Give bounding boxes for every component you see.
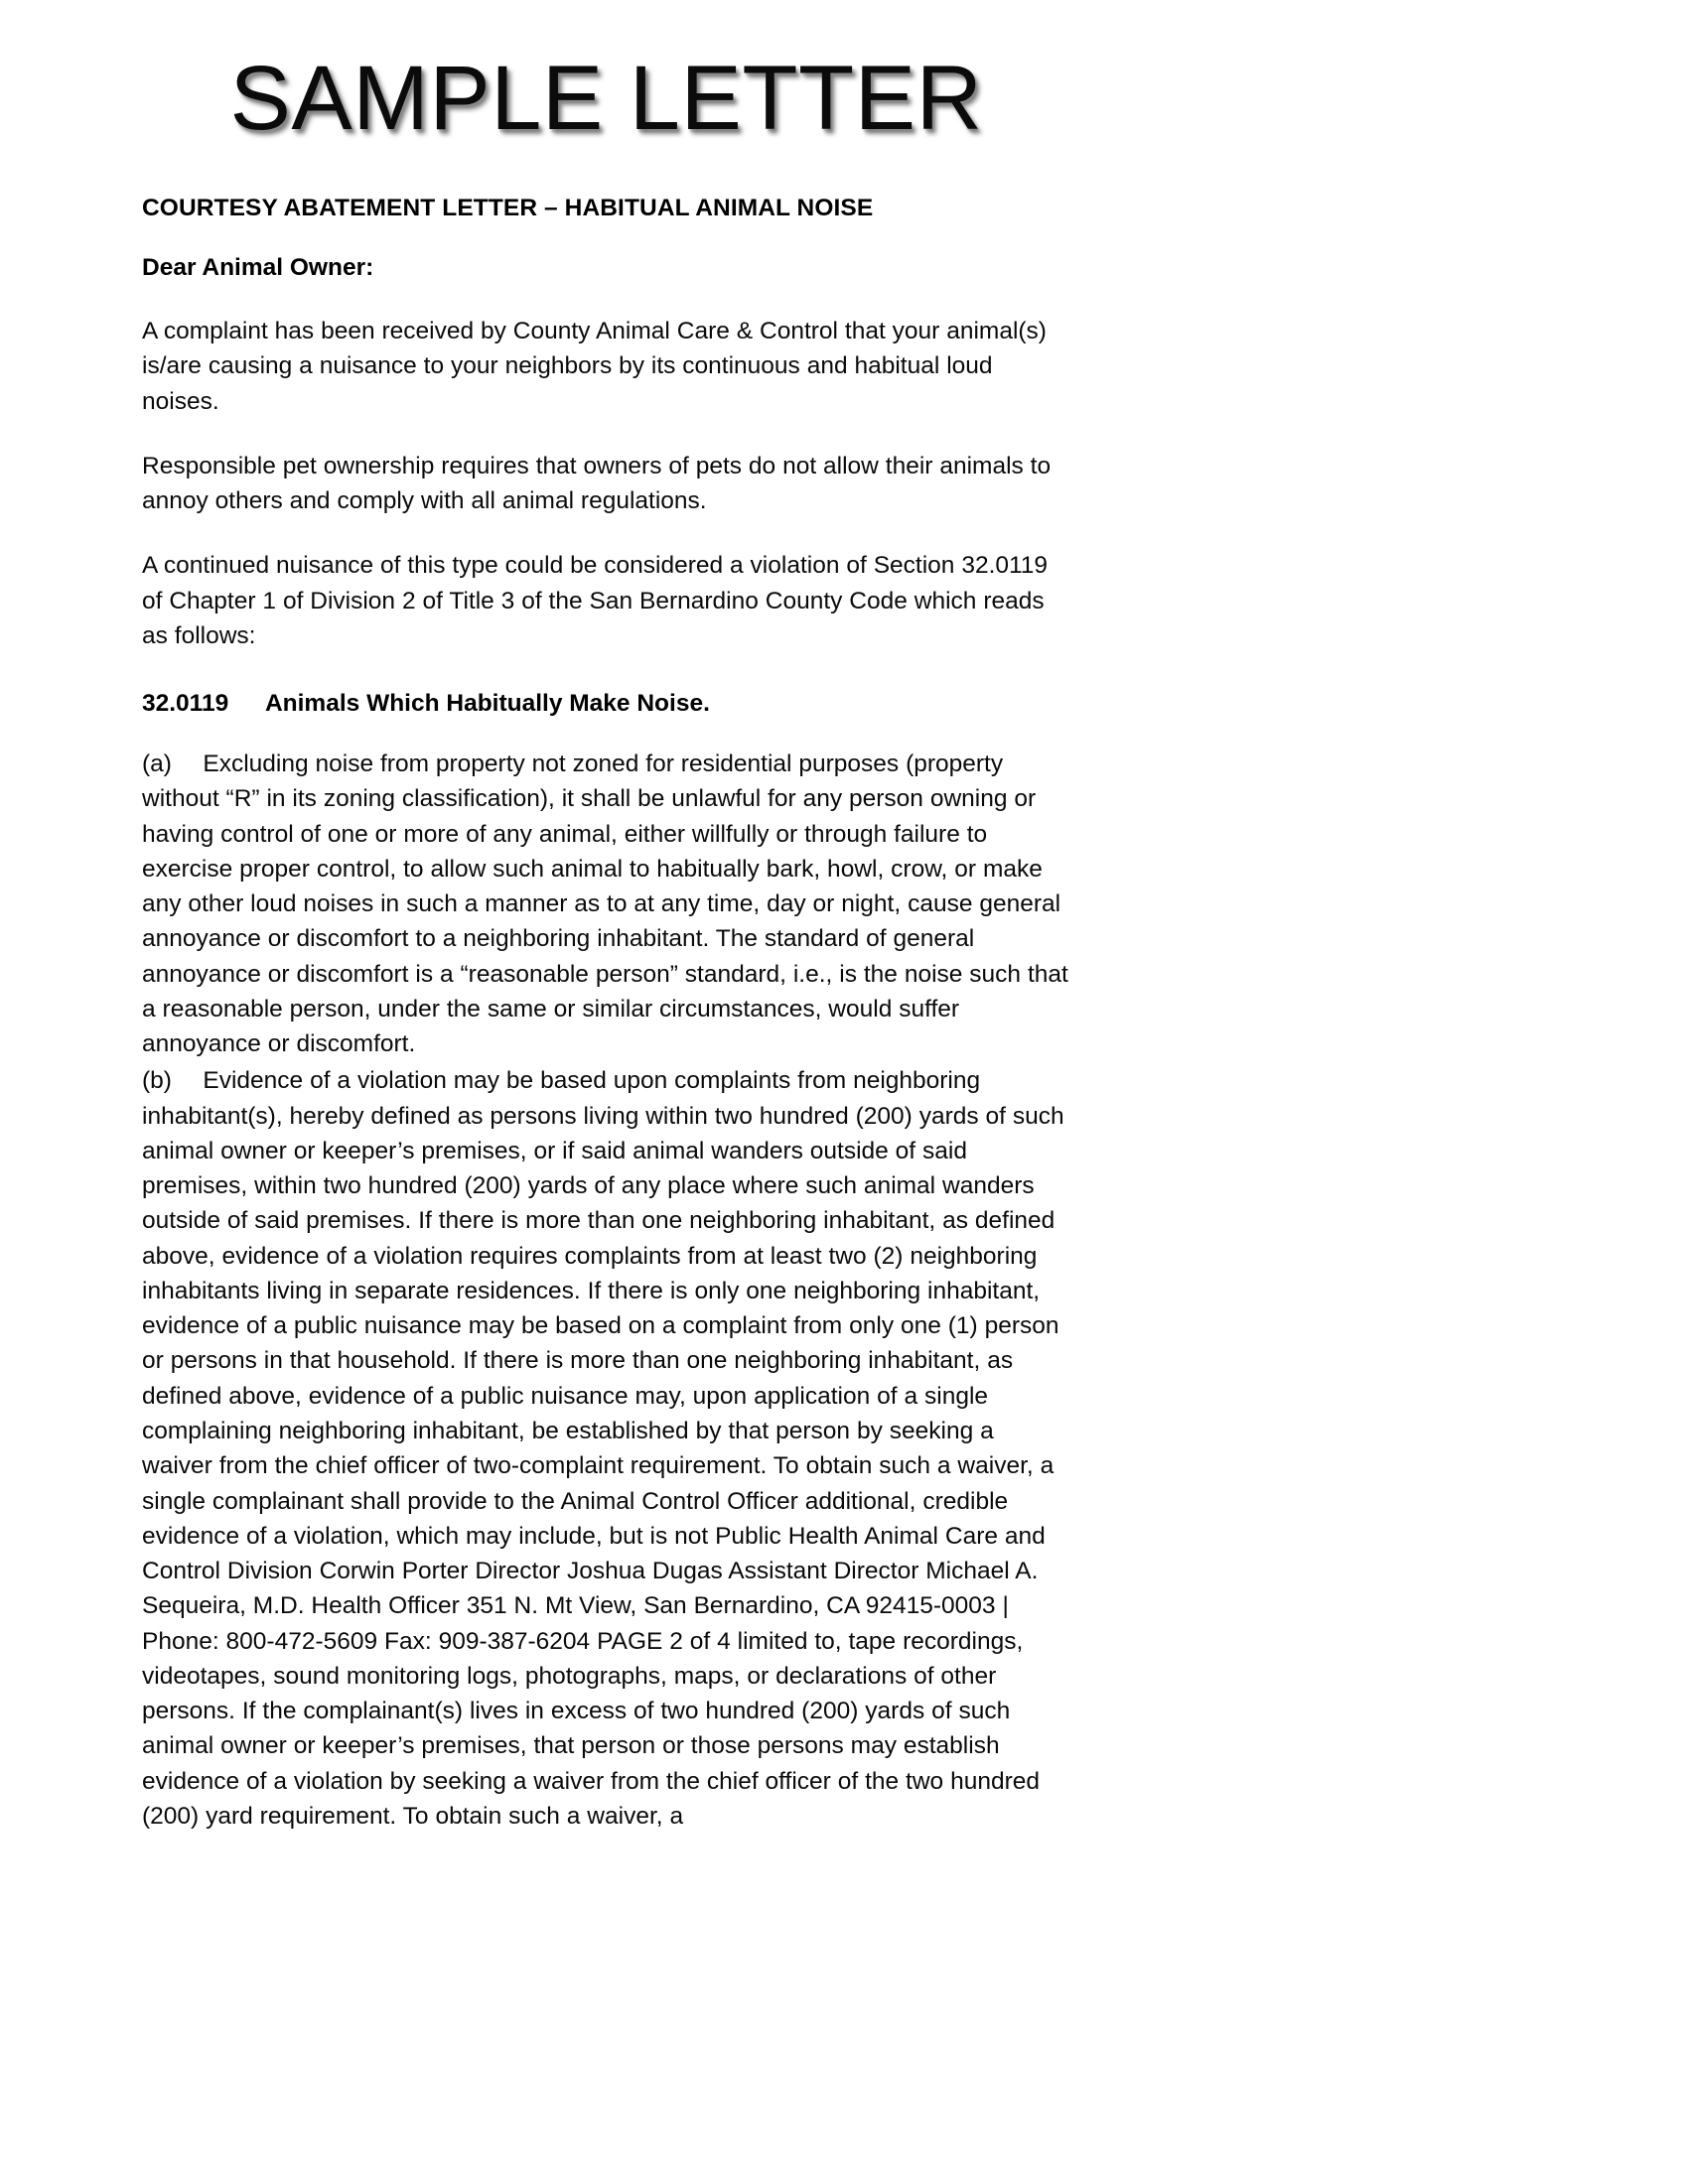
document-body-column — [142, 0, 1070, 1834]
code-subsection-b — [142, 1061, 1070, 1834]
code-section-heading — [142, 653, 1070, 720]
salutation: Dear Animal Owner: — [142, 254, 374, 282]
subsection-a-label: (a) — [142, 750, 172, 777]
page-title: SAMPLE LETTER — [229, 48, 983, 149]
code-section-title: Animals Which Habitually Make Noise. — [264, 690, 710, 718]
subject-heading: COURTESY ABATEMENT LETTER – HABITUAL ANIMAL NOISE — [142, 194, 874, 221]
subsection-a-label-gap — [172, 751, 203, 777]
paragraph-continued-nuisance: A continued nuisance of this type could be considered a violation of Section 32.0119 of Chapter 1 of Division 2 of Title 3 of the San Bernardino County Code which reads as follows: — [142, 552, 1049, 649]
code-section-separator — [228, 690, 265, 717]
paragraph-complaint: A complaint has been received by County Animal Care & Control that your animal(s) is/are causing a nuisance to your neighbors by its continuous and habitual loud noises. — [142, 318, 1047, 415]
subsection-b-label-gap — [172, 1067, 203, 1094]
subsection-a-text: Excluding noise from property not zoned for residential purposes (property without “R” in its zoning classification), it shall be unlawful for any person owning or having control of one or more of any animal, either willfully or through failure to exercise proper control, to allow such animal to habitually bark, howl, crow, or make any other loud noises in such a manner as to at any time, day or night, cause general annoyance or discomfort to a neighboring inhabitant. The standard of general annoyance or discomfort is a “reasonable person” standard, i.e., is the noise such that a reasonable person, under the same or similar circumstances, would suffer annoyance or discomfort. — [142, 750, 1068, 1058]
subsection-b-text: Evidence of a violation may be based upon complaints from neighboring inhabitant(s), hereby defined as persons living within two hundred (200) yards of such animal owner or keeper’s premises, or if said animal wanders outside of said premises, within two hundred (200) yards of any place where such animal wanders outside of said premises. If there is more than one neighboring inhabitant, as defined above, evidence of a violation requires complaints from at least two (2) neighboring inhabitants living in separate residences. If there is only one neighboring inhabitant, evidence of a public nuisance may be based on a complaint from only one (1) person or persons in that household. If there is more than one neighboring inhabitant, as defined above, evidence of a public nuisance may, upon application of a single complaining neighboring inhabitant, be established by that person by seeking a waiver from the chief officer of two-complaint requirement. To obtain such a waiver, a single complainant shall provide to the Animal Control Officer additional, credible evidence of a violation, which may include, but is not Public Health Animal Care and Control Division Corwin Porter Director Joshua Dugas Assistant Director Michael A. Sequeira, M.D. Health Officer 351 N. Mt View, San Bernardino, CA 92415-0003 | Phone: 800-472-5609 Fax: 909-387-6204 PAGE 2 of 4 limited to, tape recordings, videotapes, sound monitoring logs, photographs, maps, or declarations of other persons. If the complainant(s) lives in excess of two hundred (200) yards of such animal owner or keeper’s premises, that person or those persons may establish evidence of a violation by seeking a waiver from the chief officer of the two hundred (200) yard requirement. To obtain such a waiver, a — [142, 1067, 1064, 1830]
paragraph-responsible-ownership: Responsible pet ownership requires that owners of pets do not allow their animals to annoy others and comply with all animal regulations. — [142, 452, 1052, 515]
code-section-number: 32.0119 — [142, 690, 229, 718]
subsection-b-label: (b) — [142, 1067, 172, 1095]
code-subsection-a — [142, 720, 1070, 1061]
